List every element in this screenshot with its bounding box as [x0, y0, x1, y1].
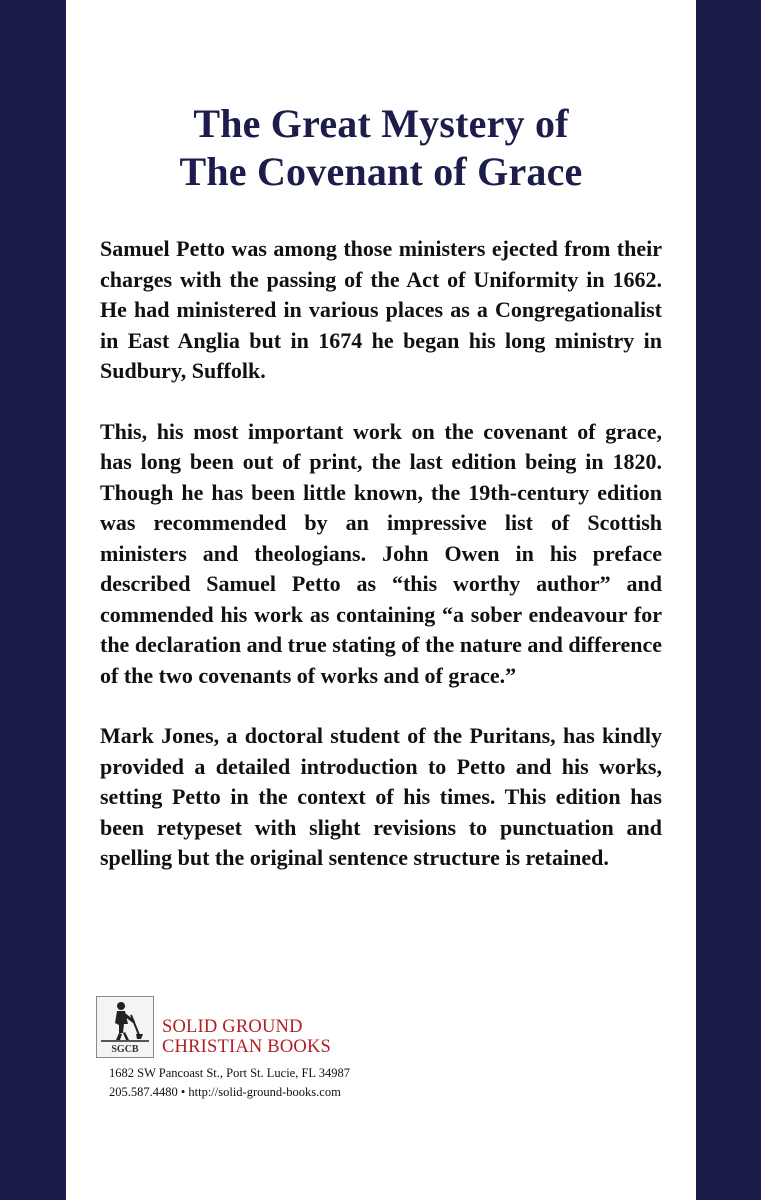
publisher-name-line-1: SOLID GROUND — [162, 1017, 303, 1037]
publisher-name-line-2: CHRISTIAN BOOKS — [162, 1037, 332, 1057]
back-cover — [66, 0, 696, 1200]
paragraph-1: Samuel Petto was among those ministers ejected from their charges with the passing of the Act of Uniformity in 1662. He had ministered in various places as a Congregationalist in East Anglia but in 1674 he began his long ministry in Sudbury, Suffolk. — [100, 236, 662, 383]
description — [100, 234, 662, 904]
book-title — [66, 100, 696, 196]
paragraph-3: Mark Jones, a doctoral student of the Puritans, has kindly provided a detailed introduction to Petto and his works, setting Petto in the context of his times. This edition has been retypeset with slight revisions to punctuation and spelling but the original sentence structure is retained. — [100, 723, 662, 870]
digging-man-icon — [97, 997, 153, 1043]
publisher-address: 1682 SW Pancoast St., Port St. Lucie, FL 34987 — [109, 1066, 350, 1080]
publisher-logo — [96, 996, 154, 1058]
right-border-band — [696, 0, 761, 1200]
publisher-name — [162, 1017, 331, 1057]
paragraph-2: This, his most important work on the covenant of grace, has long been out of print, the last edition being in 1820. Though he has been little known, the 19th-century edition was recommended by an impressive list of Scottish ministers and theologians. John Owen in his preface described Samuel Petto as “this worthy author” and commended his work as containing “a sober endeavour for the declaration and true stating of the nature and difference of the two covenants of works and of grace.” — [100, 418, 662, 688]
title-line-2: The Covenant of Grace — [179, 149, 583, 194]
title-line-1: The Great Mystery of — [193, 101, 569, 146]
publisher-contact: 205.587.4480 • http://solid-ground-books.com — [109, 1085, 341, 1099]
publisher-block — [96, 996, 516, 1106]
logo-text: SGCB — [111, 1044, 139, 1055]
left-border-band — [0, 0, 66, 1200]
